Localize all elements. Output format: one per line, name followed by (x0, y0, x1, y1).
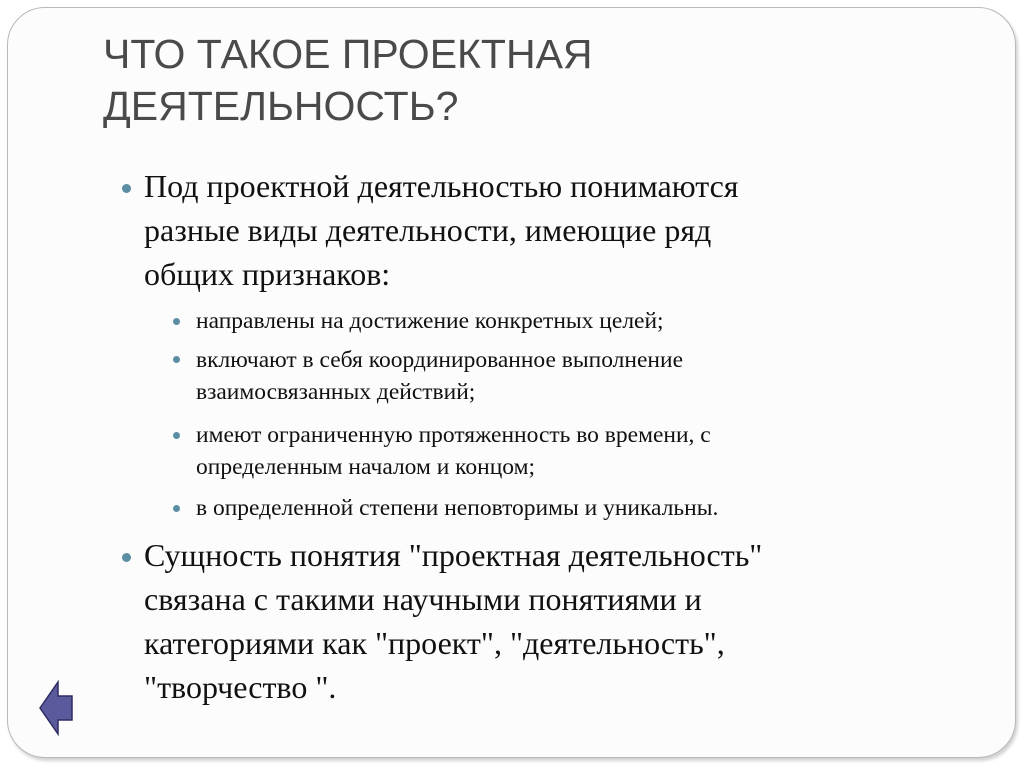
sub-bullet-marker (173, 356, 180, 363)
sub-bullet-marker (173, 432, 180, 439)
slide-title: ЧТО ТАКОЕ ПРОЕКТНАЯ ДЕЯТЕЛЬНОСТЬ? (103, 31, 593, 129)
sub-bullet-marker (173, 505, 180, 512)
bullet-marker (122, 184, 131, 193)
bullet-text: Под проектной деятельностью понимаются разные виды деятельности, имеющие ряд общих признаков: (144, 168, 739, 292)
sub-bullet-marker (173, 318, 180, 325)
bullet-text: Сущность понятия "проектная деятельность" связана с такими научными понятиями и категориями как "проект", "деятельность", "творчество ". (144, 537, 763, 705)
back-arrow-icon[interactable] (38, 679, 74, 737)
sub-bullet-text: имеют ограниченную протяженность во времени, с определенным началом и концом; (196, 422, 711, 480)
sub-bullet-text: направлены на достижение конкретных целей; (196, 308, 664, 334)
sub-bullet-text: включают в себя координированное выполнение взаимосвязанных действий; (196, 347, 683, 405)
bullet-marker (122, 553, 131, 562)
back-arrow-shape (40, 682, 72, 734)
sub-bullet-text: в определенной степени неповторимы и уникальны. (196, 495, 719, 521)
